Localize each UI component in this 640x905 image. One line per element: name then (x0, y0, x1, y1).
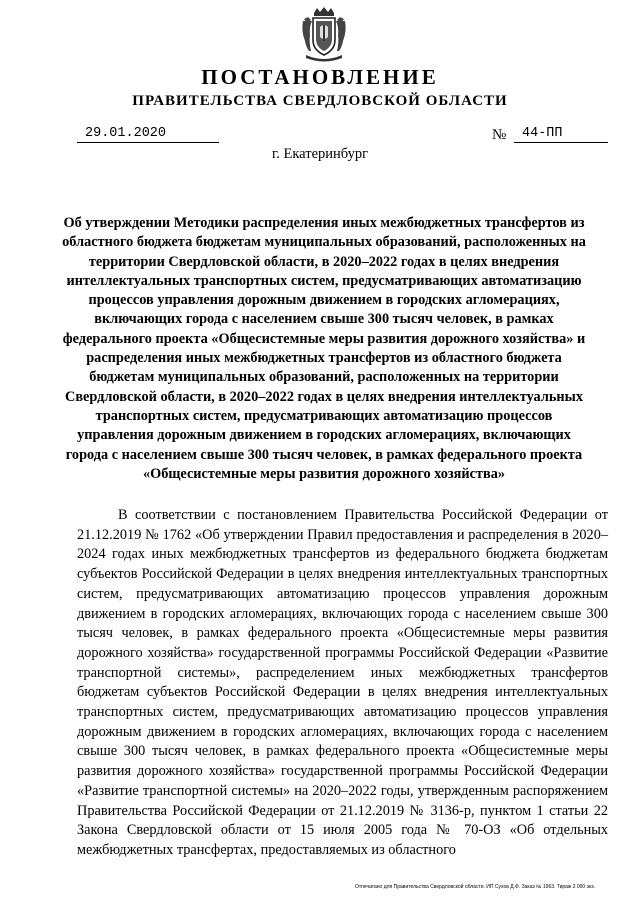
document-body: В соответствии с постановлением Правительства Российской Федерации от 21.12.2019 № 1762 «Об утверждении Правил предоставления и распределения в 2020–2024 годах иных межбюджетных трансфертов из федерального бюджета бюджетам субъектов Российской Федерации в целях внедрения интеллектуальных транспортных систем, предусматривающих автоматизацию процессов управления дорожным движением в городских агломерациях, включающих города с населением свыше 300 тысяч человек, в рамках федерального проекта «Общесистемные меры развития дорожного хозяйства» государственной программы Российской Федерации «Развитие транспортной системы», распределением иных межбюджетных трансфертов бюджетам субъектов Российской Федерации в целях внедрения интеллектуальных транспортных систем, предусматривающих автоматизацию процессов управления дорожным движением в городских агломерациях, включающих города с населением свыше 300 тысяч человек, в рамках федерального проекта «Общесистемные меры развития дорожного хозяйства» государственной программы Российской Федерации «Развитие транспортной системы» на 2020–2022 годы, утвержденным распоряжением Правительства Российской Федерации от 21.12.2019 № 3136-р, пунктом 1 статьи 22 Закона Свердловской области от 15 июля 2005 года № 70-ОЗ «Об отдельных межбюджетных трансфертах, предоставляемых из областного (77, 507, 608, 858)
document-city: г. Екатеринбург (271, 146, 369, 162)
document-date: 29.01.2020 (77, 126, 219, 143)
print-footer: Отпечатано для Правительства Свердловской области. ИП Сухов Д.Ф. Заказ № 1963. Тираж 2 000 экз. (355, 884, 596, 890)
issuing-authority: ПРАВИТЕЛЬСТВА СВЕРДЛОВСКОЙ ОБЛАСТИ (132, 93, 508, 109)
document-type-title: ПОСТАНОВЛЕНИЕ (201, 65, 439, 89)
coat-of-arms-icon (300, 7, 348, 63)
document-number: 44-ПП (514, 126, 608, 143)
document-heading: Об утверждении Методики распределения иных межбюджетных трансфертов из областного бюджета бюджетам муниципальных образований, расположенных на территории Свердловской области, в 2020–2022 годах в целях внедрения интеллектуальных транспортных систем, предусматривающих автоматизацию процессов управления дорожным движением в городских агломерациях, включающих города с населением свыше 300 тысяч человек, в рамках федерального проекта «Общесистемные меры развития дорожного хозяйства» и распределения иных межбюджетных трансфертов из областного бюджета бюджетам муниципальных образований, расположенных на территории Свердловской области, в 2020–2022 годах в целях внедрения интеллектуальных транспортных систем, предусматривающих автоматизацию процессов управления дорожным движением в городских агломерациях, включающих города с населением свыше 300 тысяч человек, в рамках федерального проекта «Общесистемные меры развития дорожного хозяйства» (62, 215, 586, 482)
number-sign: № (492, 127, 507, 143)
